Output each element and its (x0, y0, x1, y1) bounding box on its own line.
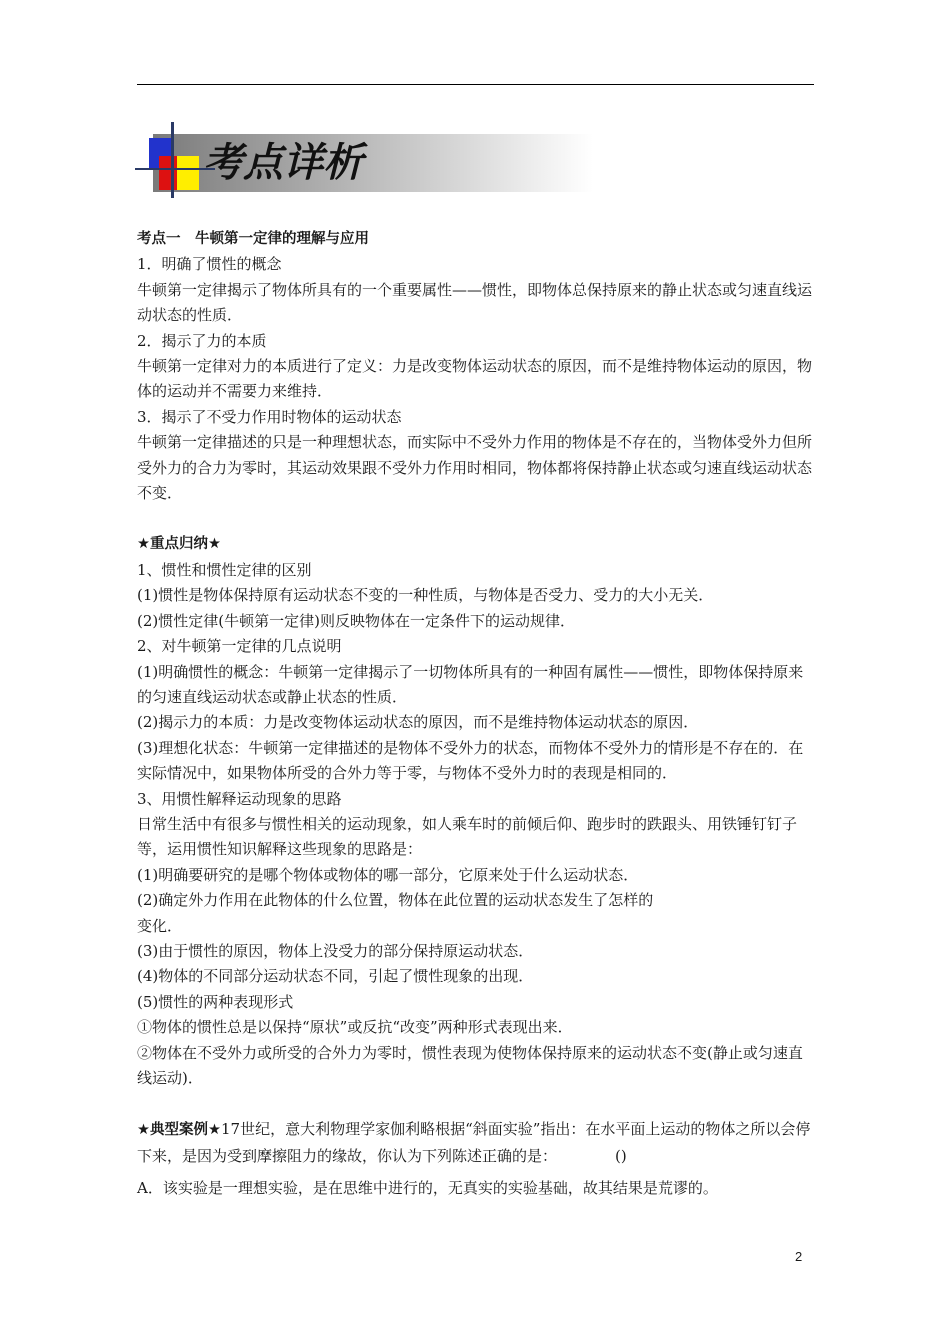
banner-graphic (135, 120, 595, 200)
spacer (137, 1091, 817, 1117)
paragraph: 牛顿第一定律对力的本质进行了定义：力是改变物体运动状态的原因，而不是维持物体运动的原因，物体的运动并不需要力来维持． (137, 357, 813, 401)
summary-item: 变化． (137, 916, 183, 935)
summary-subtitle: 2、对牛顿第一定律的几点说明 (137, 637, 342, 656)
section-banner (135, 120, 595, 200)
section-heading: 考点一 牛顿第一定律的理解与应用 (137, 231, 369, 247)
summary-item: (1)惯性是物体保持原有运动状态不变的一种性质，与物体是否受力、受力的大小无关． (137, 586, 714, 605)
summary-item: (2)确定外力作用在此物体的什么位置，物体在此位置的运动状态发生了怎样的 (137, 891, 654, 910)
point-title: 2．揭示了力的本质 (137, 331, 267, 350)
answer-blank: () (615, 1146, 627, 1165)
summary-item: (4)物体的不同部分运动状态不同，引起了惯性现象的出现． (137, 967, 534, 986)
header-rule (137, 84, 814, 85)
document-body (137, 227, 817, 1202)
spacer (137, 506, 817, 532)
summary-item: (2)惯性定律(牛顿第一定律)则反映物体在一定条件下的运动规律． (137, 611, 575, 630)
point-title: 3．揭示了不受力作用时物体的运动状态 (137, 407, 402, 426)
option-a: A．该实验是一理想实验，是在思维中进行的，无真实的实验基础，故其结果是荒谬的。 (137, 1179, 718, 1198)
example-question (137, 1117, 817, 1169)
summary-subtitle: 1、惯性和惯性定律的区别 (137, 560, 312, 579)
example-label: ★典型案例★ (137, 1122, 221, 1139)
summary-item: (3)理想化状态：牛顿第一定律描述的是物体不受外力的状态，而物体不受外力的情形是不存在的．在实际情况中，如果物体所受的合外力等于零，与物体不受外力时的表现是相同的． (137, 738, 804, 783)
summary-item: (5)惯性的两种表现形式 (137, 992, 294, 1011)
summary-item: ②物体在不受外力或所受的合外力为零时，惯性表现为使物体保持原来的运动状态不变(静止或匀速直线运动)． (137, 1043, 803, 1087)
summary-heading: ★重点归纳★ (137, 536, 221, 553)
summary-item: (1)明确惯性的概念：牛顿第一定律揭示了一切物体所具有的一种固有属性——惯性，即物体保持原来的匀速直线运动状态或静止状态的性质． (137, 662, 804, 706)
summary-item: (2)揭示力的本质：力是改变物体运动状态的原因，而不是维持物体运动状态的原因． (137, 713, 699, 732)
summary-item: ①物体的惯性总是以保持“原状”或反抗“改变”两种形式表现出来． (137, 1018, 573, 1037)
banner-title: 考点详析 (203, 139, 363, 186)
example-text: 17世纪，意大利物理学家伽利略根据“斜面实验”指出：在水平面上运动的物体之所以会停下来，是因为受到摩擦阻力的缘故，你认为下列陈述正确的是： (137, 1120, 811, 1165)
summary-item: (3)由于惯性的原因，物体上没受力的部分保持原运动状态． (137, 941, 534, 960)
summary-item: 日常生活中有很多与惯性相关的运动现象，如人乘车时的前倾后仰、跑步时的跌跟头、用铁锤钉钉子等，运用惯性知识解释这些现象的思路是： (137, 814, 798, 859)
paragraph: 牛顿第一定律描述的只是一种理想状态，而实际中不受外力作用的物体是不存在的，当物体受外力但所受外力的合力为零时，其运动效果跟不受外力作用时相同，物体都将保持静止状态或匀速直线运动状态不变． (137, 433, 813, 503)
paragraph: 牛顿第一定律揭示了物体所具有的一个重要属性——惯性，即物体总保持原来的静止状态或匀速直线运动状态的性质． (137, 280, 813, 325)
page-number: 2 (795, 1249, 803, 1264)
summary-item: (1)明确要研究的是哪个物体或物体的哪一部分，它原来处于什么运动状态． (137, 865, 639, 884)
point-title: 1．明确了惯性的概念 (137, 255, 282, 274)
summary-subtitle: 3、用惯性解释运动现象的思路 (137, 789, 342, 808)
